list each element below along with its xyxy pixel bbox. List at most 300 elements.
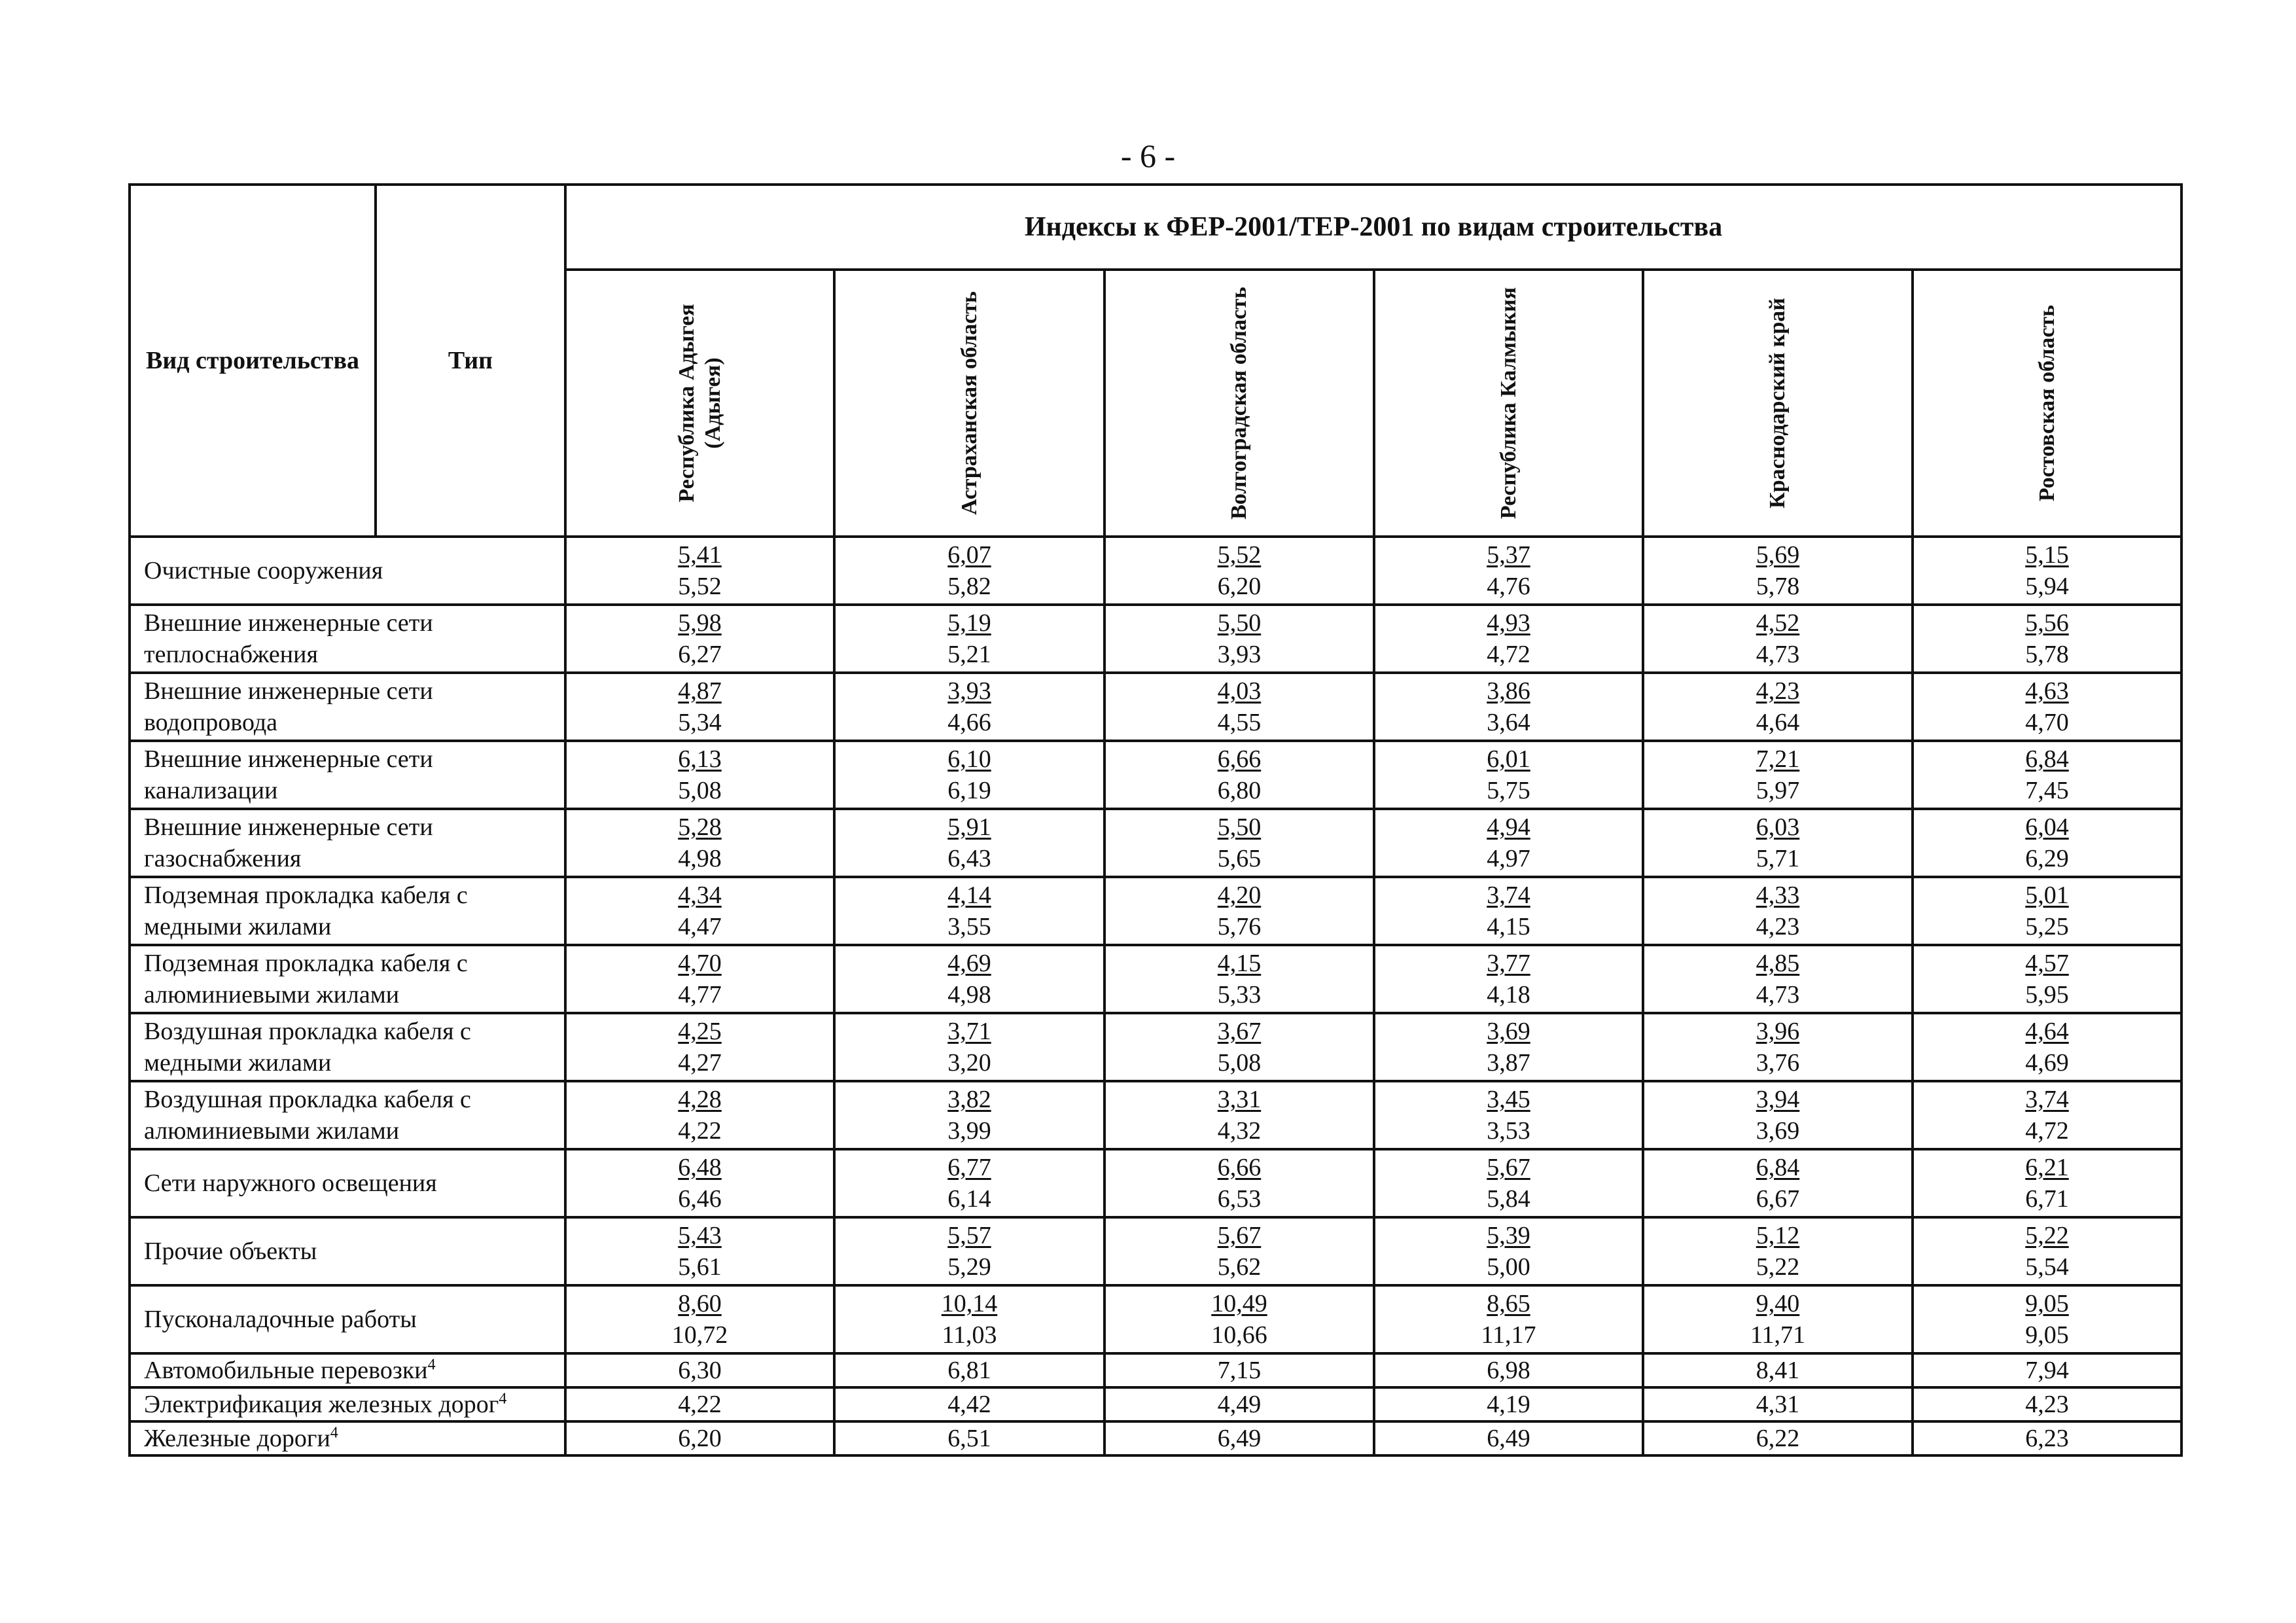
value-bottom: 4,77 (678, 981, 722, 1008)
value-single: 4,19 (1487, 1391, 1530, 1418)
value-top: 3,45 (1487, 1086, 1530, 1113)
value-top: 6,07 (947, 541, 991, 569)
value-top: 5,22 (2025, 1222, 2069, 1249)
value-bottom: 6,29 (2025, 845, 2069, 872)
row-name-text: Железные дороги (144, 1425, 330, 1452)
value-cell (1913, 945, 2181, 1013)
value-bottom: 4,70 (2025, 709, 2069, 736)
value-top: 4,64 (2025, 1018, 2069, 1045)
value-top: 7,21 (1756, 745, 1800, 773)
row-name-text: Очистные сооружения (144, 557, 383, 584)
region-header-0 (565, 270, 834, 537)
value-cell (565, 605, 834, 673)
value-top: 3,82 (947, 1086, 991, 1113)
value-top: 9,05 (2025, 1290, 2069, 1317)
value-single: 4,23 (2025, 1391, 2069, 1418)
value-cell (1374, 1421, 1643, 1455)
header-vid: Вид строительства (130, 185, 376, 537)
row-name-text: Внешние инженерные сети водопровода (144, 677, 433, 736)
value-top: 10,49 (1211, 1290, 1267, 1317)
value-bottom: 5,54 (2025, 1253, 2069, 1281)
value-top: 4,57 (2025, 950, 2069, 977)
value-top: 4,34 (678, 882, 722, 909)
row-name-text: Подземная прокладка кабеля с алюминиевыми жилами (144, 950, 468, 1008)
region-label: Ростовская область (2034, 304, 2059, 502)
value-cell (1104, 1285, 1374, 1353)
value-bottom: 5,78 (1756, 573, 1800, 600)
value-cell (1104, 741, 1374, 809)
value-cell (1913, 877, 2181, 945)
value-cell (1643, 1353, 1913, 1387)
value-cell (834, 1217, 1104, 1285)
value-single: 6,22 (1756, 1425, 1800, 1452)
value-cell (1643, 877, 1913, 945)
value-top: 4,15 (1217, 950, 1262, 977)
row-name-text: Воздушная прокладка кабеля с медными жилами (144, 1018, 471, 1077)
value-top: 3,69 (1487, 1018, 1530, 1045)
header-tip: Тип (376, 185, 565, 537)
value-bottom: 5,95 (2025, 981, 2069, 1008)
value-cell (1104, 605, 1374, 673)
value-top: 6,66 (1217, 1154, 1262, 1181)
value-single: 6,98 (1487, 1357, 1530, 1384)
value-cell (1913, 673, 2181, 741)
value-top: 5,67 (1217, 1222, 1262, 1249)
value-bottom: 5,21 (947, 641, 991, 668)
value-cell (1643, 741, 1913, 809)
table-row (130, 945, 2181, 1013)
value-single: 6,51 (947, 1425, 991, 1452)
table-row (130, 1081, 2181, 1149)
table-row (130, 537, 2181, 605)
value-single: 4,49 (1217, 1391, 1262, 1418)
value-top: 6,04 (2025, 813, 2069, 841)
value-cell (1374, 673, 1643, 741)
value-bottom: 5,61 (678, 1253, 722, 1281)
value-single: 4,42 (947, 1391, 991, 1418)
value-bottom: 6,46 (678, 1185, 722, 1213)
value-cell (1913, 1013, 2181, 1081)
value-bottom: 4,72 (2025, 1117, 2069, 1145)
region-label: Астраханская область (957, 291, 981, 516)
value-top: 3,31 (1217, 1086, 1262, 1113)
value-cell (565, 945, 834, 1013)
value-bottom: 5,34 (678, 709, 722, 736)
value-cell (834, 1387, 1104, 1421)
region-header-5 (1913, 270, 2181, 537)
value-single: 6,20 (678, 1425, 722, 1452)
value-top: 3,74 (1487, 882, 1530, 909)
value-cell (565, 741, 834, 809)
row-name-text: Внешние инженерные сети газоснабжения (144, 813, 433, 872)
value-bottom: 11,03 (942, 1321, 997, 1349)
value-cell (1913, 537, 2181, 605)
value-cell (1913, 741, 2181, 809)
value-bottom: 4,69 (2025, 1049, 2069, 1077)
row-name-text: Пусконаладочные работы (144, 1306, 417, 1333)
value-bottom: 5,08 (1217, 1049, 1262, 1077)
value-bottom: 3,87 (1487, 1049, 1530, 1077)
value-bottom: 4,55 (1217, 709, 1262, 736)
region-label: Краснодарский край (1765, 298, 1790, 508)
value-cell (1104, 945, 1374, 1013)
value-cell (1374, 1387, 1643, 1421)
value-bottom: 3,20 (947, 1049, 991, 1077)
value-top: 4,85 (1756, 950, 1800, 977)
row-name (130, 1081, 565, 1149)
value-top: 3,67 (1217, 1018, 1262, 1045)
row-name (130, 1013, 565, 1081)
value-bottom: 4,72 (1487, 641, 1530, 668)
value-cell (1104, 1353, 1374, 1387)
row-name-text: Подземная прокладка кабеля с медными жилами (144, 882, 468, 940)
value-cell (1374, 809, 1643, 877)
value-top: 6,84 (1756, 1154, 1800, 1181)
value-cell (1643, 1013, 1913, 1081)
value-bottom: 6,80 (1217, 777, 1262, 804)
value-single: 7,15 (1217, 1357, 1262, 1384)
value-top: 8,60 (678, 1290, 722, 1317)
value-top: 10,14 (941, 1290, 998, 1317)
value-top: 5,41 (678, 541, 722, 569)
value-bottom: 11,71 (1750, 1321, 1806, 1349)
value-cell (1643, 605, 1913, 673)
value-cell (1104, 1387, 1374, 1421)
value-top: 8,65 (1487, 1290, 1530, 1317)
value-bottom: 4,15 (1487, 913, 1530, 940)
value-cell (1104, 673, 1374, 741)
value-single: 4,31 (1756, 1391, 1800, 1418)
value-bottom: 5,78 (2025, 641, 2069, 668)
value-cell (1913, 1081, 2181, 1149)
value-bottom: 5,75 (1487, 777, 1530, 804)
region-header-1 (834, 270, 1104, 537)
value-cell (1374, 1149, 1643, 1217)
value-cell (834, 877, 1104, 945)
value-cell (1643, 1421, 1913, 1455)
value-bottom: 5,22 (1756, 1253, 1800, 1281)
value-top: 4,23 (1756, 677, 1800, 705)
value-single: 6,49 (1487, 1425, 1530, 1452)
table-row (130, 1387, 2181, 1421)
value-bottom: 5,33 (1217, 981, 1262, 1008)
table-row (130, 809, 2181, 877)
value-cell (1104, 809, 1374, 877)
value-top: 5,12 (1756, 1222, 1800, 1249)
value-bottom: 7,45 (2025, 777, 2069, 804)
value-bottom: 4,64 (1756, 709, 1800, 736)
value-cell (1374, 1285, 1643, 1353)
value-top: 5,67 (1487, 1154, 1530, 1181)
value-bottom: 4,98 (678, 845, 722, 872)
row-name-text: Сети наружного освещения (144, 1169, 437, 1197)
region-label: Республика Адыгея (Адыгея) (674, 304, 725, 503)
row-name (130, 945, 565, 1013)
value-cell (834, 1081, 1104, 1149)
value-bottom: 5,84 (1487, 1185, 1530, 1213)
table-row (130, 1217, 2181, 1285)
value-bottom: 6,53 (1217, 1185, 1262, 1213)
value-top: 3,96 (1756, 1018, 1800, 1045)
value-cell (834, 1353, 1104, 1387)
value-bottom: 4,76 (1487, 573, 1530, 600)
value-cell (565, 809, 834, 877)
value-cell (565, 1387, 834, 1421)
value-cell (1643, 1387, 1913, 1421)
row-name (130, 1217, 565, 1285)
value-bottom: 9,05 (2025, 1321, 2069, 1349)
value-bottom: 3,69 (1756, 1117, 1800, 1145)
value-top: 9,40 (1756, 1290, 1800, 1317)
value-top: 4,94 (1487, 813, 1530, 841)
value-cell (1374, 537, 1643, 605)
row-name (130, 605, 565, 673)
value-top: 3,93 (947, 677, 991, 705)
value-bottom: 10,72 (671, 1321, 728, 1349)
value-top: 4,70 (678, 950, 722, 977)
value-bottom: 6,67 (1756, 1185, 1800, 1213)
row-name (130, 1353, 565, 1387)
value-top: 4,14 (947, 882, 991, 909)
value-top: 4,25 (678, 1018, 722, 1045)
value-bottom: 5,71 (1756, 845, 1800, 872)
value-top: 3,77 (1487, 950, 1530, 977)
value-bottom: 5,08 (678, 777, 722, 804)
value-cell (1374, 1353, 1643, 1387)
value-cell (1913, 605, 2181, 673)
value-cell (565, 1285, 834, 1353)
value-cell (1913, 1387, 2181, 1421)
value-cell (1104, 877, 1374, 945)
value-cell (1374, 945, 1643, 1013)
row-name (130, 877, 565, 945)
value-top: 6,21 (2025, 1154, 2069, 1181)
row-name-text: Воздушная прокладка кабеля с алюминиевыми жилами (144, 1086, 471, 1145)
value-cell (1643, 1149, 1913, 1217)
value-top: 4,52 (1756, 609, 1800, 637)
value-cell (834, 809, 1104, 877)
value-bottom: 4,73 (1756, 641, 1800, 668)
value-bottom: 5,52 (678, 573, 722, 600)
value-cell (1643, 809, 1913, 877)
value-bottom: 5,94 (2025, 573, 2069, 600)
value-cell (1104, 537, 1374, 605)
value-cell (565, 537, 834, 605)
value-bottom: 6,19 (947, 777, 991, 804)
value-top: 3,71 (947, 1018, 991, 1045)
value-top: 5,43 (678, 1222, 722, 1249)
value-cell (565, 1149, 834, 1217)
value-cell (1643, 1081, 1913, 1149)
value-top: 6,10 (947, 745, 991, 773)
value-single: 7,94 (2025, 1357, 2069, 1384)
value-single: 6,49 (1217, 1425, 1262, 1452)
value-bottom: 3,64 (1487, 709, 1530, 736)
value-bottom: 4,18 (1487, 981, 1530, 1008)
value-top: 6,66 (1217, 745, 1262, 773)
value-top: 5,57 (947, 1222, 991, 1249)
value-top: 5,19 (947, 609, 991, 637)
value-bottom: 3,93 (1217, 641, 1262, 668)
value-top: 3,74 (2025, 1086, 2069, 1113)
value-cell (565, 1421, 834, 1455)
value-bottom: 5,29 (947, 1253, 991, 1281)
value-bottom: 4,22 (678, 1117, 722, 1145)
value-cell (1913, 1285, 2181, 1353)
value-bottom: 5,97 (1756, 777, 1800, 804)
value-bottom: 5,25 (2025, 913, 2069, 940)
value-bottom: 3,55 (947, 913, 991, 940)
value-top: 6,48 (678, 1154, 722, 1181)
value-bottom: 4,97 (1487, 845, 1530, 872)
value-cell (1104, 1421, 1374, 1455)
value-top: 5,15 (2025, 541, 2069, 569)
footnote-mark: 4 (499, 1390, 507, 1408)
value-single: 4,22 (678, 1391, 722, 1418)
value-bottom: 4,73 (1756, 981, 1800, 1008)
value-top: 4,87 (678, 677, 722, 705)
value-top: 5,91 (947, 813, 991, 841)
value-cell (834, 945, 1104, 1013)
table-row (130, 877, 2181, 945)
value-top: 6,13 (678, 745, 722, 773)
row-name (130, 537, 565, 605)
value-bottom: 4,23 (1756, 913, 1800, 940)
value-cell (834, 741, 1104, 809)
header-title: Индексы к ФЕР-2001/ТЕР-2001 по видам строительства (565, 185, 2181, 270)
value-bottom: 11,17 (1481, 1321, 1536, 1349)
value-cell (565, 1013, 834, 1081)
value-top: 5,52 (1217, 541, 1262, 569)
value-top: 4,20 (1217, 882, 1262, 909)
value-top: 4,63 (2025, 677, 2069, 705)
row-name-text: Внешние инженерные сети теплоснабжения (144, 609, 433, 668)
value-top: 5,56 (2025, 609, 2069, 637)
value-bottom: 5,62 (1217, 1253, 1262, 1281)
value-top: 5,50 (1217, 609, 1262, 637)
value-top: 4,33 (1756, 882, 1800, 909)
value-bottom: 4,27 (678, 1049, 722, 1077)
value-bottom: 5,00 (1487, 1253, 1530, 1281)
value-top: 5,50 (1217, 813, 1262, 841)
value-top: 6,03 (1756, 813, 1800, 841)
row-name (130, 1285, 565, 1353)
value-bottom: 4,32 (1217, 1117, 1262, 1145)
value-cell (1643, 1217, 1913, 1285)
row-name (130, 1421, 565, 1455)
value-bottom: 6,14 (947, 1185, 991, 1213)
footnote-mark: 4 (427, 1356, 436, 1374)
row-name (130, 809, 565, 877)
table-row (130, 1353, 2181, 1387)
value-bottom: 10,66 (1211, 1321, 1267, 1349)
value-cell (1374, 1217, 1643, 1285)
index-table (128, 183, 2183, 1457)
value-cell (834, 537, 1104, 605)
value-cell (1374, 741, 1643, 809)
value-cell (834, 1013, 1104, 1081)
value-cell (1643, 1285, 1913, 1353)
value-cell (1643, 673, 1913, 741)
value-top: 4,03 (1217, 677, 1262, 705)
table-row (130, 741, 2181, 809)
value-top: 6,77 (947, 1154, 991, 1181)
value-top: 5,28 (678, 813, 722, 841)
value-cell (565, 673, 834, 741)
value-top: 5,39 (1487, 1222, 1530, 1249)
value-cell (1374, 877, 1643, 945)
row-name-text: Электрификация железных дорог (144, 1391, 499, 1418)
value-top: 6,01 (1487, 745, 1530, 773)
region-header-2 (1104, 270, 1374, 537)
value-cell (1643, 537, 1913, 605)
value-top: 5,37 (1487, 541, 1530, 569)
value-single: 6,23 (2025, 1425, 2069, 1452)
table-row (130, 673, 2181, 741)
value-bottom: 6,27 (678, 641, 722, 668)
value-bottom: 3,53 (1487, 1117, 1530, 1145)
value-cell (1104, 1217, 1374, 1285)
value-bottom: 5,76 (1217, 913, 1262, 940)
region-label: Волгоградская область (1227, 287, 1251, 520)
value-single: 8,41 (1756, 1357, 1800, 1384)
value-cell (1374, 605, 1643, 673)
value-cell (1913, 1421, 2181, 1455)
value-bottom: 3,99 (947, 1117, 991, 1145)
value-cell (565, 877, 834, 945)
value-top: 6,84 (2025, 745, 2069, 773)
value-cell (1913, 809, 2181, 877)
row-name (130, 1387, 565, 1421)
value-cell (565, 1217, 834, 1285)
value-top: 3,94 (1756, 1086, 1800, 1113)
value-top: 3,86 (1487, 677, 1530, 705)
value-cell (834, 673, 1104, 741)
region-header-4 (1643, 270, 1913, 537)
row-name-text: Автомобильные перевозки (144, 1357, 428, 1384)
table-row (130, 1421, 2181, 1455)
region-header-3 (1374, 270, 1643, 537)
value-cell (1374, 1013, 1643, 1081)
value-bottom: 5,65 (1217, 845, 1262, 872)
value-cell (1643, 945, 1913, 1013)
value-single: 6,30 (678, 1357, 722, 1384)
value-bottom: 4,47 (678, 913, 722, 940)
value-top: 5,98 (678, 609, 722, 637)
row-name-text: Внешние инженерные сети канализации (144, 745, 433, 804)
value-bottom: 6,20 (1217, 573, 1262, 600)
value-cell (834, 1421, 1104, 1455)
page-number: - 6 - (1120, 137, 1176, 174)
value-cell (565, 1081, 834, 1149)
value-top: 5,01 (2025, 882, 2069, 909)
value-cell (834, 1285, 1104, 1353)
table-row (130, 1285, 2181, 1353)
value-cell (1913, 1217, 2181, 1285)
footnote-mark: 4 (330, 1424, 338, 1442)
value-cell (1104, 1013, 1374, 1081)
value-cell (1104, 1149, 1374, 1217)
table-row (130, 1013, 2181, 1081)
region-label: Республика Калмыкия (1496, 287, 1521, 520)
value-cell (1913, 1149, 2181, 1217)
table-row (130, 605, 2181, 673)
value-top: 5,69 (1756, 541, 1800, 569)
value-top: 4,69 (947, 950, 991, 977)
row-name-text: Прочие объекты (144, 1238, 317, 1265)
row-name (130, 741, 565, 809)
value-bottom: 5,82 (947, 573, 991, 600)
